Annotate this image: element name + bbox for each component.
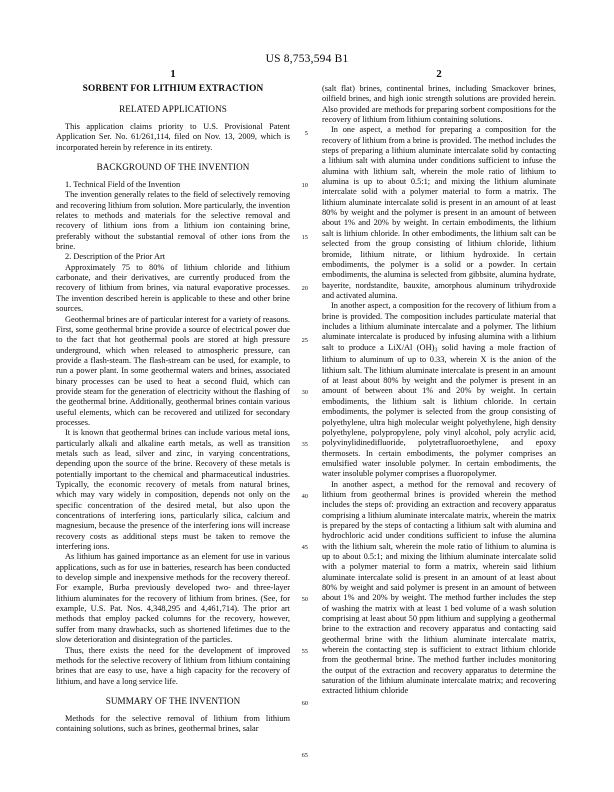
line-number: 50 bbox=[301, 596, 308, 604]
line-number: 55 bbox=[301, 648, 308, 655]
paragraph-text: In another aspect, a composition for the recovery of lithium from a brine is provided. The composition includes particulate material that includes a lithium aluminate intercalate and a polymer. The lithium aluminate intercalate is produced by infusing alumina with a lithium salt to produce a LiX/Al (OH) bbox=[322, 301, 556, 352]
running-header: US 8,753,594 B1 bbox=[265, 53, 349, 65]
line-number: 40 bbox=[301, 492, 308, 500]
body-paragraph: It is known that geothermal brines can include various metal ions, particularly alkali and alkaline earth metals, as well as transition metals such as lead, silver and zinc, in varying concentrations, depending upon the source of the brine. Recovery of these metals is potentially important to the chemical and pharmaceutical industries. Typically, the economic recovery of metals from natural brines, which may vary widely in composition, depends not only on the specific concentration of the desired metal, but also upon the concentrations of interfering ions, particularly silica, calcium and magnesium, because the presence of the interfering ions will increase recovery costs as additional steps must be taken to remove the interfering ions. bbox=[56, 428, 290, 552]
column-left bbox=[56, 68, 290, 735]
body-paragraph: This application claims priority to U.S. Provisional Patent Application Ser. No. 61/261,114, filed on Nov. 13, 2009, which is incorporated herein by reference in its entirety. bbox=[56, 122, 290, 152]
column-number: 1 bbox=[170, 68, 176, 80]
section-heading: RELATED APPLICATIONS bbox=[119, 104, 227, 114]
line-number: 20 bbox=[301, 285, 308, 293]
section-heading: BACKGROUND OF THE INVENTION bbox=[96, 162, 250, 173]
paragraph-text: solid having a mole fraction of lithium to aluminum of up to 0.33, wherein X is the anion of the lithium salt. The lithium aluminate intercalate is present in an amount of at least about 80% by weight and the polymer is present in an amount of between about 1% and 20% by weight. In certain embodiments, the lithium salt is lithium chloride. In certain embodiments, the polymer is selected from the group consisting of polyethylene, ultra high molecular weight polyethylene, high density polyethylene, polypropylene, poly vinyl alcohol, poly acrylic acid, polyvinylidinedifluoride, polytetrafluoroethylene, and epoxy thermosets. In certain embodiments, the polymer comprises an emulsified water insoluble polymer. In certain embodiments, the water insoluble polymer comprises a fluoropolymer. bbox=[322, 342, 556, 479]
line-number: 45 bbox=[301, 544, 308, 552]
body-paragraph: In one aspect, a method for preparing a composition for the recovery of lithium from a brine is provided. The method includes the steps of preparing a lithium aluminate intercalate solid by contacting a lithium salt with alumina under conditions sufficient to infuse the alumina with lithium salt, wherein the mole ratio of lithium to alumina is up to about 0.5:1; and mixing the lithium aluminate intercalate solid with a polymer material to form a matrix. The lithium aluminate intercalate solid is present in an amount of at least 80% by weight and the polymer is present in an amount of between about 1% and 20% by weight. In certain embodiments, the lithium salt is lithium chloride. In other embodiments, the lithium salt can be selected from the group consisting of lithium chloride, lithium bromide, lithium nitrate, or lithium hydroxide. In certain embodiments, the polymer is a solid or a powder. In certain embodiments, the alumina is selected from gibbsite, alumina hydrate, bayerite, nordstandite, bauxite, amorphous aluminum trihydroxide and activated alumina. bbox=[322, 125, 556, 300]
subsection-heading: 2. Description of the Prior Art bbox=[65, 252, 166, 262]
body-paragraph: Approximately 75 to 80% of lithium chloride and lithium carbonate, and their derivatives, are currently produced from the recovery of lithium from brines, via natural evaporative processes. The invention described herein is applicable to these and other brine sources. bbox=[56, 262, 290, 314]
formula-subscript: 3 bbox=[434, 347, 438, 354]
line-number: 60 bbox=[301, 699, 308, 707]
body-paragraph: (salt flat) brines, continental brines, including Smackover brines, oilfield brines, and high ionic strength solutions are provided herein. Also provided are methods for preparing sorbent compositions for the recovery of lithium from lithium containing solutions. bbox=[322, 84, 556, 125]
body-paragraph bbox=[322, 301, 556, 479]
body-paragraph: In another aspect, a method for the removal and recovery of lithium from geothermal brines is provided wherein the method includes the steps of: providing an extraction and recovery apparatus comprising a lithium aluminate intercalate matrix, wherein the matrix is prepared by the steps of contacting a lithium salt with alumina and hydrochloric acid under conditions sufficient to infuse the alumina with the lithium salt, wherein the mole ratio of lithium to alumina is up to about 0.5:1; and mixing the lithium aluminate intercalate solid with a polymer material to form a matrix, wherein said lithium aluminate intercalate solid is present in an amount of at least about 80% by weight and said polymer is present in an amount of between about 1% and 20% by weight. The method further includes the step of washing the matrix with at least 1 bed volume of a wash solution comprising at least about 50 ppm lithium and supplying a geothermal brine to the extraction and recovery apparatus and contacting said geothermal brine with the lithium aluminate intercalate matrix, wherein the contacting step is sufficient to extract lithium chloride from the geothermal brine. The method further includes monitoring the output of the extraction and recovery apparatus to determine the saturation of the lithium aluminate intercalate matrix; and recovering extracted lithium chloride bbox=[322, 479, 556, 696]
line-number: 65 bbox=[301, 751, 308, 759]
line-number: 25 bbox=[301, 337, 308, 345]
body-paragraph: Geothermal brines are of particular interest for a variety of reasons. First, some geothermal brine provide a source of electrical power due to the fact that hot geothermal pools are stored at high pressure underground, which when released to atmospheric pressure, can provide a flash-steam. The flash-stream can be used, for example, to run a power plant. In some geothermal waters and brines, associated binary processes can be used to heat a second fluid, which can provide steam for the generation of electricity without the flashing of the geothermal brine. Additionally, geothermal brines contain various useful elements, which can be recovered and utilized for secondary processes. bbox=[56, 314, 290, 427]
line-number: 30 bbox=[301, 389, 308, 396]
body-paragraph: Thus, there exists the need for the development of improved methods for the selective recovery of lithium from lithium containing brines that are easy to use, have a high capacity for the recovery of lithium, and have a long service life. bbox=[56, 645, 290, 686]
line-number: 35 bbox=[301, 440, 308, 448]
column-right bbox=[322, 68, 556, 697]
line-number: 15 bbox=[301, 233, 308, 241]
section-heading: SUMMARY OF THE INVENTION bbox=[105, 695, 241, 706]
body-paragraph: Methods for the selective removal of lithium from lithium containing solutions, such as brines, geothermal brines, salar bbox=[56, 713, 290, 734]
line-number: 10 bbox=[301, 181, 308, 189]
column-number: 2 bbox=[436, 68, 442, 80]
line-number: 5 bbox=[304, 130, 308, 137]
patent-title: SORBENT FOR LITHIUM EXTRACTION bbox=[82, 84, 264, 94]
body-paragraph: As lithium has gained importance as an element for use in various applications, such as for use in batteries, research has been conducted to develop simple and inexpensive methods for the recovery thereof. For example, Burba previously developed two- and three-layer lithium aluminates for the recovery of lithium from brines. (See, for example, U.S. Pat. Nos. 4,348,295 and 4,461,714). The prior art methods that employ packed columns for the recovery, however, suffer from many drawbacks, such as shortened lifetimes due to the slow deterioration and disintegration of the particles. bbox=[56, 552, 290, 645]
subsection-heading: 1. Technical Field of the Invention bbox=[65, 180, 181, 190]
body-paragraph: The invention generally relates to the field of selectively removing and recovering lithium from solution. More particularly, the invention relates to methods and materials for the selective removal and recovery of lithium ions from a lithium ion containing brine, preferably without the substantial removal of other ions from the brine. bbox=[56, 190, 290, 252]
line-number-gutter bbox=[292, 68, 308, 780]
